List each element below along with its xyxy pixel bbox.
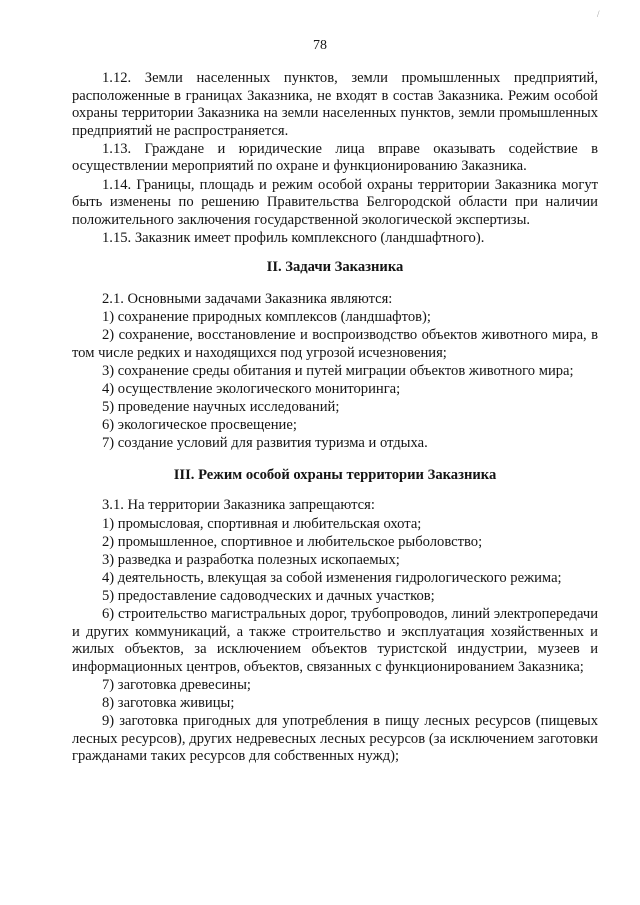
paragraph-1-12: 1.12. Земли населенных пунктов, земли промышленных предприятий, расположенные в границах Заказника, не входят в состав Заказника. Режим особой охраны территории Заказника на земли населенных пунктов, земли промышленных предприятий не распространяется.: [72, 70, 598, 139]
document-body: [72, 70, 598, 766]
list-item: 1) промысловая, спортивная и любительская охота;: [102, 515, 422, 532]
paragraph-1-15: 1.15. Заказник имеет профиль комплексного (ландшафтного).: [102, 229, 485, 246]
paragraph-2-1: 2.1. Основными задачами Заказника являются:: [102, 291, 393, 308]
list-item: 2) промышленное, спортивное и любительское рыболовство;: [102, 533, 483, 550]
section-tasks: [72, 259, 598, 452]
list-item: 8) заготовка живицы;: [102, 695, 235, 711]
list-item: 7) создание условий для развития туризма и отдыха.: [102, 435, 428, 452]
paragraph-3-1: 3.1. На территории Заказника запрещаются:: [102, 497, 375, 514]
list-item: 2) сохранение, восстановление и воспроизводство объектов животного мира, в том числе редких и находящихся под угрозой исчезновения;: [72, 327, 598, 361]
list-item: 4) осуществление экологического мониторинга;: [102, 381, 401, 397]
section-protection-regime: [72, 467, 598, 766]
list-item: 6) строительство магистральных дорог, трубопроводов, линий электропередачи и других коммуникаций, а также строительство и эксплуатация хозяйственных и жилых объектов, за исключением объектов туристской индустрии, музеев и информационных центров, объектов, связанных с функционированием Заказника;: [72, 606, 598, 675]
list-item: 6) экологическое просвещение;: [102, 417, 297, 434]
list-item: 4) деятельность, влекущая за собой изменения гидрологического режима;: [102, 569, 562, 586]
corner-mark: /: [597, 9, 600, 19]
list-item: 7) заготовка древесины;: [102, 676, 251, 693]
section-general-provisions: [72, 70, 598, 247]
list-item: 5) предоставление садоводческих и дачных участков;: [102, 587, 435, 604]
list-item: 3) сохранение среды обитания и путей миграции объектов животного мира;: [102, 362, 574, 379]
paragraph-1-13: 1.13. Граждане и юридические лица вправе оказывать содействие в осуществлении мероприятий по охране и функционированию Заказника.: [72, 140, 598, 175]
list-item: 9) заготовка пригодных для употребления в пищу лесных ресурсов (пищевых лесных ресурсов), других недревесных лесных ресурсов (за исключением заготовки гражданами таких ресурсов для собственных нужд);: [72, 713, 598, 765]
list-item: 3) разведка и разработка полезных ископаемых;: [102, 551, 400, 568]
list-item: 1) сохранение природных комплексов (ландшафтов);: [102, 309, 431, 326]
section-heading-tasks: II. Задачи Заказника: [266, 259, 404, 276]
page-number: 78: [313, 38, 327, 53]
list-item: 5) проведение научных исследований;: [102, 399, 340, 416]
section-heading-regime: III. Режим особой охраны территории Заказника: [173, 466, 497, 483]
paragraph-1-14: 1.14. Границы, площадь и режим особой охраны территории Заказника могут быть изменены по решению Правительства Белгородской области при наличии положительного заключения государственной экологической экспертизы.: [72, 176, 598, 228]
